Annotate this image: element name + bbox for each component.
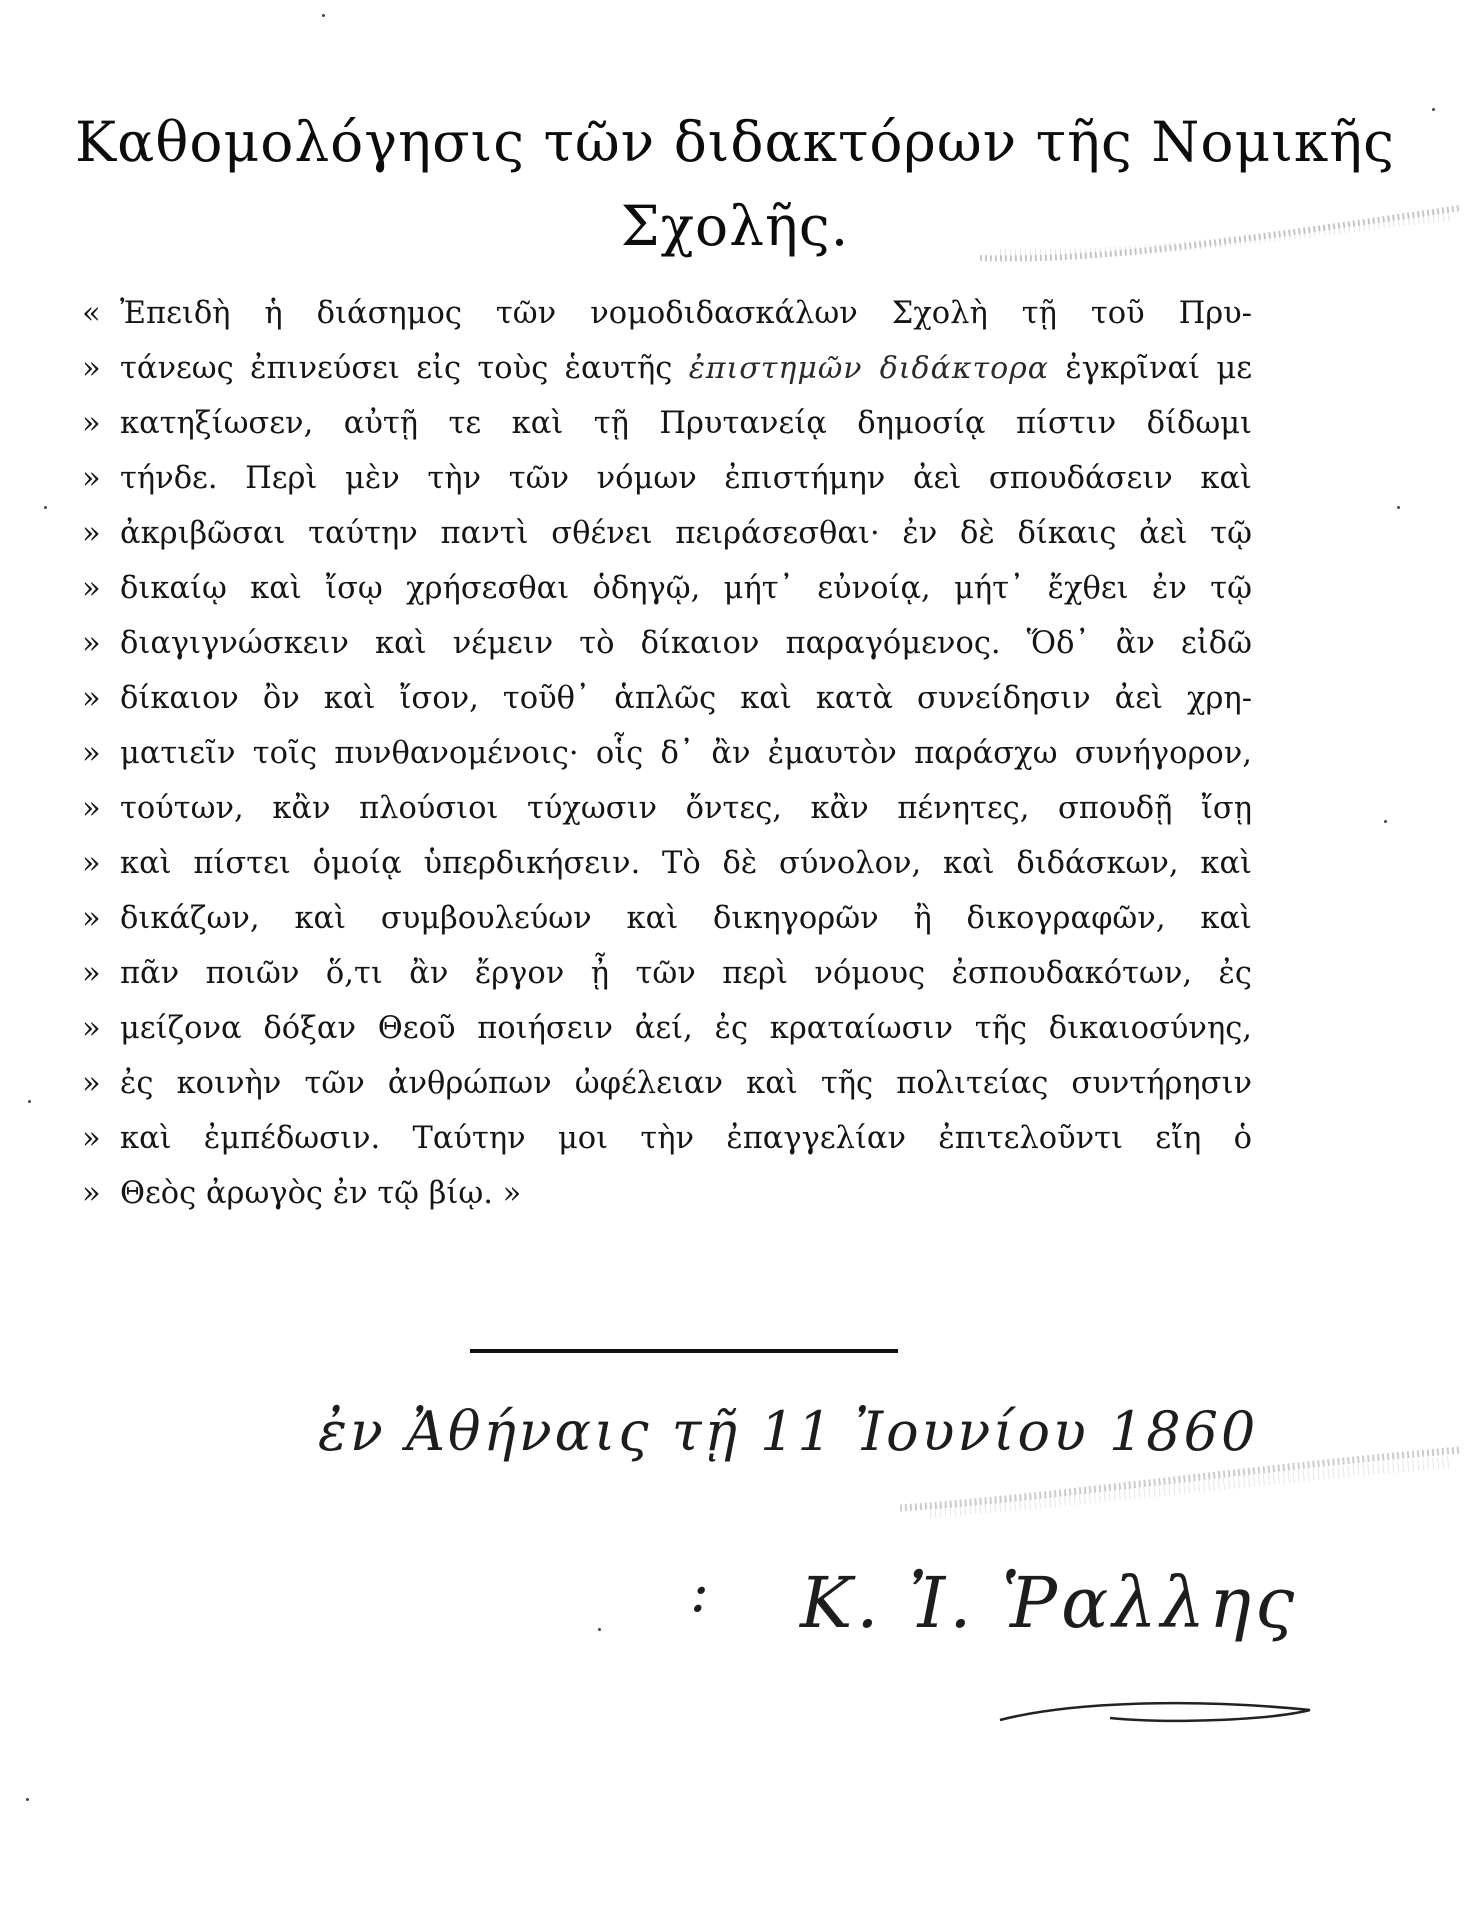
continuation-mark: » [82,846,101,881]
oath-line [82,681,1252,736]
title-line-2: Σχολῆς. [620,194,850,258]
oath-line [82,736,1252,791]
oath-line [82,791,1252,846]
oath-line-text: διαγιγνώσκειν καὶ νέμειν τὸ δίκαιον παραγόμενος. Ὅδ᾽ ἂν εἰδῶ [120,626,1252,661]
continuation-mark: » [82,406,101,441]
oath-line-text: ματιεῖν τοῖς πυνθανομένοις· οἷς δ᾽ ἂν ἐμαυτὸν παράσχω συνήγορον, [120,736,1252,771]
oath-line-text: τήνδε. Περὶ μὲν τὴν τῶν νόμων ἐπιστήμην ἀεὶ σπουδάσειν καὶ [120,461,1252,496]
continuation-mark: » [82,681,101,716]
oath-line-text: ἐς κοινὴν τῶν ἀνθρώπων ὠφέλειαν καὶ τῆς πολιτείας συντήρησιν [120,1066,1252,1101]
oath-line [82,1011,1252,1066]
continuation-mark: » [82,956,101,991]
continuation-mark: » [82,901,101,936]
continuation-mark: » [82,461,101,496]
oath-line-text: καὶ πίστει ὁμοίᾳ ὑπερδικήσειν. Τὸ δὲ σύνολον, καὶ διδάσκων, καὶ [120,846,1252,881]
scan-speck [322,14,325,17]
oath-line [82,956,1252,1011]
oath-line [82,1121,1252,1176]
oath-line-text: καὶ ἐμπέδωσιν. Ταύτην μοι τὴν ἐπαγγελίαν ἐπιτελοῦντι εἴη ὁ [120,1121,1252,1156]
oath-line [82,571,1252,626]
oath-line [82,516,1252,571]
oath-line [82,846,1252,901]
separator-rule [470,1349,898,1353]
scan-speck [1384,820,1387,823]
scan-speck [598,1628,601,1631]
continuation-mark: » [82,516,101,551]
scan-speck [44,506,47,509]
open-quote-mark: « [82,296,101,331]
continuation-mark: » [82,1121,101,1156]
handwritten-colon: : [690,1560,709,1625]
continuation-mark: » [82,1011,101,1046]
oath-line-segment: ἐγκρῖναί με [1065,351,1253,386]
oath-line [82,351,1252,406]
oath-line-text: δίκαιον ὂν καὶ ἴσον, τοῦθ᾽ ἁπλῶς καὶ κατὰ συνείδησιν ἀεὶ χρη- [120,681,1252,716]
oath-line [82,461,1252,516]
scan-speck [26,1798,29,1801]
oath-line [82,406,1252,461]
continuation-mark: » [82,1066,101,1101]
scan-speck [28,1100,31,1103]
handwritten-place-date: ἐν Ἀθήναις τῇ 11 Ἰουνίου 1860 [318,1400,1259,1463]
oath-line [82,1066,1252,1121]
oath-line-text: πᾶν ποιῶν ὅ,τι ἂν ἔργον ᾖ τῶν περὶ νόμους ἐσπουδακότων, ἐς [120,956,1252,991]
handwritten-insert: ἐπιστημῶν διδάκτορα [688,351,1050,386]
continuation-mark: » [82,571,101,606]
oath-line-segment: τάνεως ἐπινεύσει εἰς τοὺς ἑαυτῆς [120,351,673,386]
oath-line-text: δικάζων, καὶ συμβουλεύων καὶ δικηγορῶν ἢ δικογραφῶν, καὶ [120,901,1252,936]
oath-line-text: κατηξίωσεν, αὐτῇ τε καὶ τῇ Πρυτανείᾳ δημοσίᾳ πίστιν δίδωμι [120,406,1252,441]
continuation-mark: » [82,351,101,386]
oath-line-text: ἀκριβῶσαι ταύτην παντὶ σθένει πειράσεσθαι· ἐν δὲ δίκαις ἀεὶ τῷ [120,516,1252,551]
scan-smudge-bottom [900,1440,1460,1520]
continuation-mark: » [82,626,101,661]
oath-line-text: τούτων, κἂν πλούσιοι τύχωσιν ὄντες, κἂν πένητες, σπουδῇ ἴσῃ [120,791,1252,826]
continuation-mark: » [82,1176,101,1211]
oath-line [82,626,1252,681]
oath-text [82,296,1252,1231]
oath-line [82,296,1252,351]
title-line-1: Καθομολόγησις τῶν διδακτόρων τῆς Νομικῆς [75,110,1395,174]
handwritten-signature: Κ. Ἰ. Ῥαλλης [800,1562,1299,1644]
continuation-mark: » [82,791,101,826]
signature-flourish [990,1680,1350,1740]
oath-line [82,1176,1252,1231]
oath-line-text: μείζονα δόξαν Θεοῦ ποιήσειν ἀεί, ἐς κραταίωσιν τῆς δικαιοσύνης, [120,1011,1252,1046]
oath-line-text [120,351,1252,386]
scan-speck [1432,108,1435,111]
oath-line-text: δικαίῳ καὶ ἴσῳ χρήσεσθαι ὁδηγῷ, μήτ᾽ εὐνοίᾳ, μήτ᾽ ἔχθει ἐν τῷ [120,571,1252,606]
continuation-mark: » [82,736,101,771]
oath-line [82,901,1252,956]
scan-smudge-top [980,200,1460,270]
scan-speck [1397,506,1400,509]
oath-line-text: Ἐπειδὴ ἡ διάσημος τῶν νομοδιδασκάλων Σχολὴ τῇ τοῦ Πρυ- [120,296,1252,331]
oath-line-text: Θεὸς ἀρωγὸς ἐν τῷ βίῳ. » [120,1176,522,1211]
